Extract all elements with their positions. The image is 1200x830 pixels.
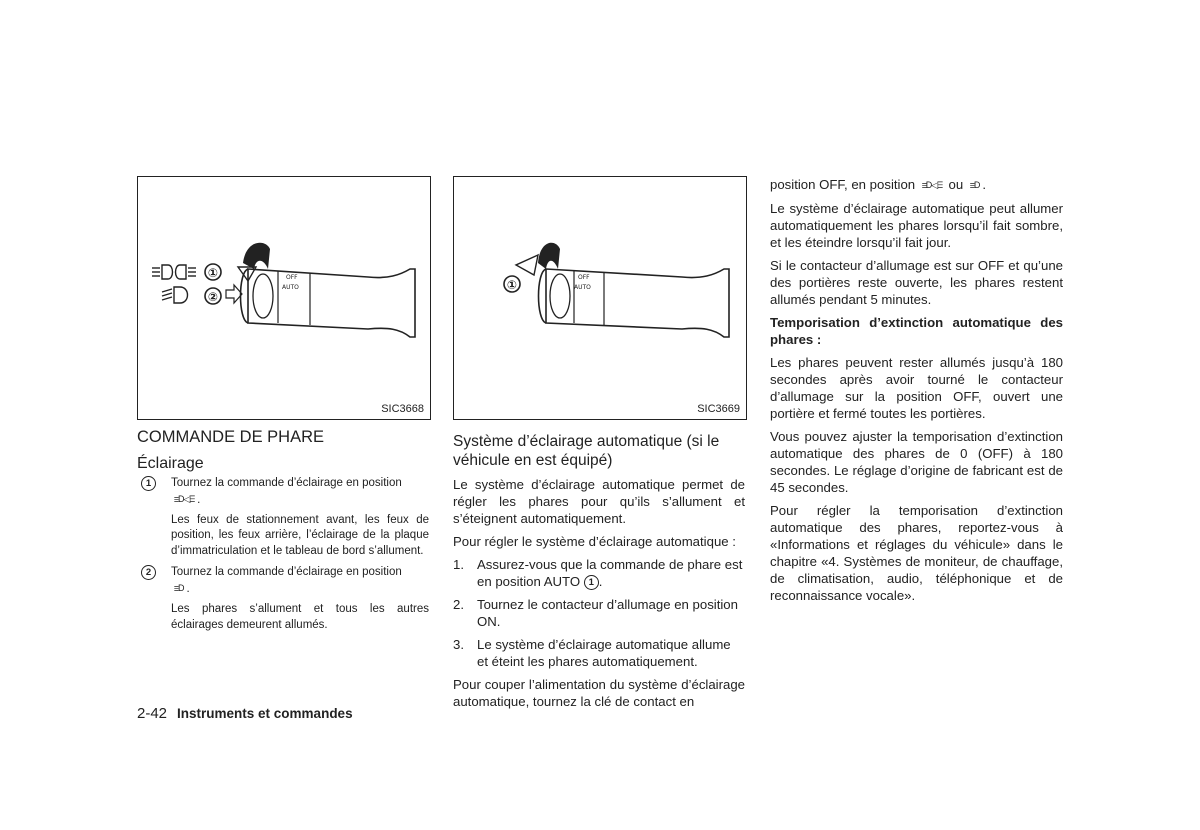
parking-light-icon xyxy=(152,265,196,279)
step-2-detail: Les phares s’allument et tous les autres éclairages demeurent allumés. xyxy=(171,603,429,631)
step-2-text: Tournez la commande d’éclairage en position xyxy=(171,566,402,579)
figure-code: SIC3668 xyxy=(381,403,424,415)
right-p4: Vous pouvez ajuster la temporisation d’extinction automatique des phares de 0 (OFF) à 180 secondes. Le réglage d’origine de fabricant est de 45 secondes. xyxy=(770,429,1063,496)
auto-light-off: Pour couper l’alimentation du système d’éclairage automatique, tournez la clé de contact en xyxy=(453,677,745,710)
mark-auto: AUTO xyxy=(282,284,299,291)
right-p3: Les phares peuvent rester allumés jusqu’à 180 secondes après avoir tourné le contacteur d’allumage sur la position OFF, ouvert une portière et fermé toutes les portières. xyxy=(770,355,1063,422)
auto-step-3-num: 3. xyxy=(453,637,464,653)
step-1-text: Tournez la commande d’éclairage en position xyxy=(171,477,402,489)
auto-step-2-text: Tournez le contacteur d’allumage en position ON. xyxy=(477,597,738,630)
figure-code: SIC3669 xyxy=(697,403,740,415)
step-1 xyxy=(137,476,429,508)
stalk-illustration-1 xyxy=(138,177,430,419)
right-p0-a: position OFF, en position xyxy=(770,177,916,192)
auto-step-3 xyxy=(453,636,745,670)
right-p5: Pour régler la temporisation d’extinction automatique des phares, reportez-vous à «Informations et réglages du véhicule» dans le chapitre «4. Systèmes de moniteur, de chauffage, de climatisation, audio, téléphonique et de reconnaissance vocale». xyxy=(770,503,1063,604)
right-column xyxy=(770,176,1063,610)
auto-step-1-num: 1. xyxy=(453,557,464,572)
right-p0 xyxy=(770,176,1063,194)
figure-headlight-switch-2 xyxy=(453,176,747,420)
right-p2: Si le contacteur d’allumage est sur OFF et qu’une des portières reste ouverte, les phares restent allumés pendant 5 minutes. xyxy=(770,258,1063,308)
auto-step-1-tail: . xyxy=(598,574,603,589)
subsection-title: Éclairage xyxy=(137,455,204,472)
callout-2: ② xyxy=(207,290,219,304)
circled-number-2: 2 xyxy=(141,565,156,580)
circled-number-1: 1 xyxy=(584,575,599,590)
headlight-icon: ⲷD xyxy=(969,180,980,191)
step-2-tail: . xyxy=(186,582,190,595)
callout-1: ① xyxy=(207,266,219,280)
step-1-tail: . xyxy=(197,493,201,506)
section-title: COMMANDE DE PHARE xyxy=(137,428,325,446)
parking-light-icon: ⲷD◁Ⲷ xyxy=(174,493,195,504)
step-1-detail: Les feux de stationnement avant, les feux de position, les feux arrière, l’éclairage de la plaque d’immatriculation et le tableau de bord s’allument. xyxy=(171,513,429,557)
chapter-title: Instruments et commandes xyxy=(177,706,353,721)
middle-column xyxy=(453,432,745,716)
auto-step-1-text: Assurez-vous que la commande de phare est en position AUTO xyxy=(477,557,743,589)
auto-step-2 xyxy=(453,596,745,630)
mark-off: OFF xyxy=(578,274,590,281)
right-p1: Le système d’éclairage automatique peut allumer automatiquement les phares lorsqu’il fait sombre, et les éteindre lorsqu’il fait jour. xyxy=(770,201,1063,251)
step-2 xyxy=(137,565,429,597)
auto-step-3-text: Le système d’éclairage automatique allume et éteint les phares automatiquement. xyxy=(477,637,731,670)
auto-light-setup: Pour régler le système d’éclairage automatique : xyxy=(453,534,736,549)
auto-step-1 xyxy=(453,556,745,590)
page-number: 2-42 xyxy=(137,705,168,722)
stalk-illustration-2 xyxy=(454,177,746,419)
auto-step-2-num: 2. xyxy=(453,597,464,613)
right-p0-b: ou xyxy=(948,177,964,192)
auto-light-heading: Système d’éclairage automatique (si le véhicule en est équipé) xyxy=(453,433,720,469)
figure-headlight-switch-1 xyxy=(137,176,431,420)
page-footer xyxy=(137,705,353,722)
circled-number-1: 1 xyxy=(141,476,156,491)
mark-auto: AUTO xyxy=(574,284,591,291)
auto-off-delay-heading: Temporisation d’extinction automatique des phares : xyxy=(770,315,1063,348)
mark-off: OFF xyxy=(286,274,298,281)
parking-light-icon: ⲷD◁Ⲷ xyxy=(921,180,942,191)
headlight-icon xyxy=(162,287,188,303)
left-column xyxy=(137,476,429,639)
auto-light-intro: Le système d’éclairage automatique permet de régler les phares pour qu’ils s’allument et s’éteignent automatiquement. xyxy=(453,477,745,526)
callout-1: ① xyxy=(506,278,518,292)
headlight-icon: ⲷD xyxy=(174,582,184,593)
right-p0-c: . xyxy=(982,177,987,192)
